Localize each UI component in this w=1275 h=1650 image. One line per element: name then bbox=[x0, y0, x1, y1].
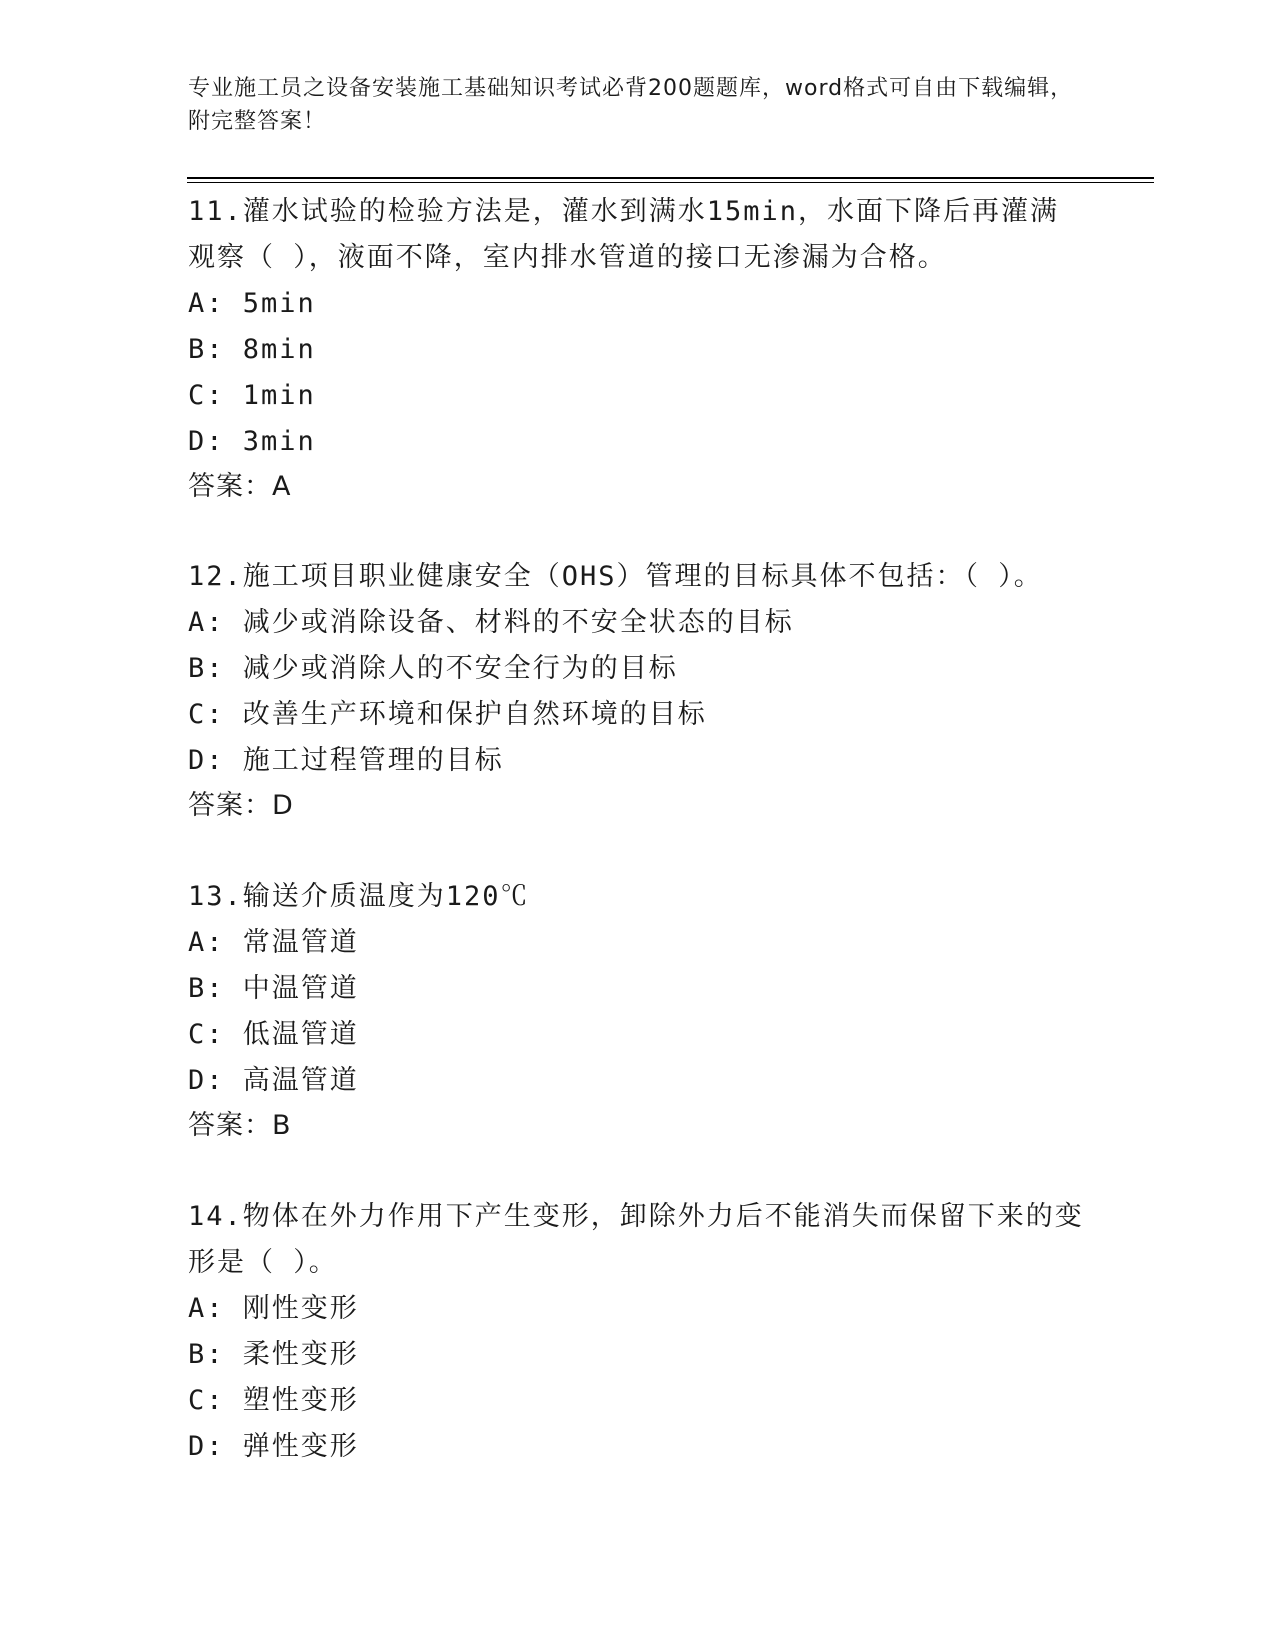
question-stem: 11.灌水试验的检验方法是，灌水到满水15min，水面下降后再灌满观察（ ），液面不降，室内排水管道的接口无渗漏为合格。 bbox=[188, 196, 1060, 273]
option-d: D: 3min bbox=[188, 426, 316, 457]
question-stem: 12.施工项目职业健康安全（OHS）管理的目标具体不包括：（ ）。 bbox=[188, 561, 1043, 592]
option-a: A: 刚性变形 bbox=[188, 1293, 359, 1324]
question-answer: 答案：A bbox=[188, 471, 292, 502]
option-b: B: 柔性变形 bbox=[188, 1339, 359, 1370]
option-b: B: 中温管道 bbox=[188, 973, 359, 1004]
option-c: C: 塑性变形 bbox=[188, 1385, 359, 1416]
question-13 bbox=[188, 874, 1088, 1148]
question-14 bbox=[188, 1194, 1088, 1470]
option-b: B: 8min bbox=[188, 334, 316, 365]
option-c: C: 改善生产环境和保护自然环境的目标 bbox=[188, 699, 707, 730]
header-divider-thin bbox=[187, 182, 1154, 183]
option-d: D: 施工过程管理的目标 bbox=[188, 745, 504, 776]
option-b: B: 减少或消除人的不安全行为的目标 bbox=[188, 653, 678, 684]
question-stem: 14.物体在外力作用下产生变形，卸除外力后不能消失而保留下来的变形是（ ）。 bbox=[188, 1201, 1084, 1278]
option-a: A: 5min bbox=[188, 288, 316, 319]
option-d: D: 弹性变形 bbox=[188, 1431, 359, 1462]
question-answer: 答案：B bbox=[188, 1110, 292, 1141]
option-a: A: 减少或消除设备、材料的不安全状态的目标 bbox=[188, 607, 794, 638]
option-c: C: 低温管道 bbox=[188, 1019, 359, 1050]
header-divider-thick bbox=[187, 177, 1154, 179]
option-d: D: 高温管道 bbox=[188, 1065, 359, 1096]
option-c: C: 1min bbox=[188, 380, 316, 411]
option-a: A: 常温管道 bbox=[188, 927, 359, 958]
question-12 bbox=[188, 554, 1088, 828]
question-11 bbox=[188, 189, 1088, 509]
question-stem: 13.输送介质温度为120℃ bbox=[188, 881, 530, 912]
document-header bbox=[188, 72, 1088, 138]
header-title: 专业施工员之设备安装施工基础知识考试必背200题题库，word格式可自由下载编辑，附完整答案！ bbox=[188, 76, 1074, 134]
question-answer: 答案：D bbox=[188, 790, 294, 821]
